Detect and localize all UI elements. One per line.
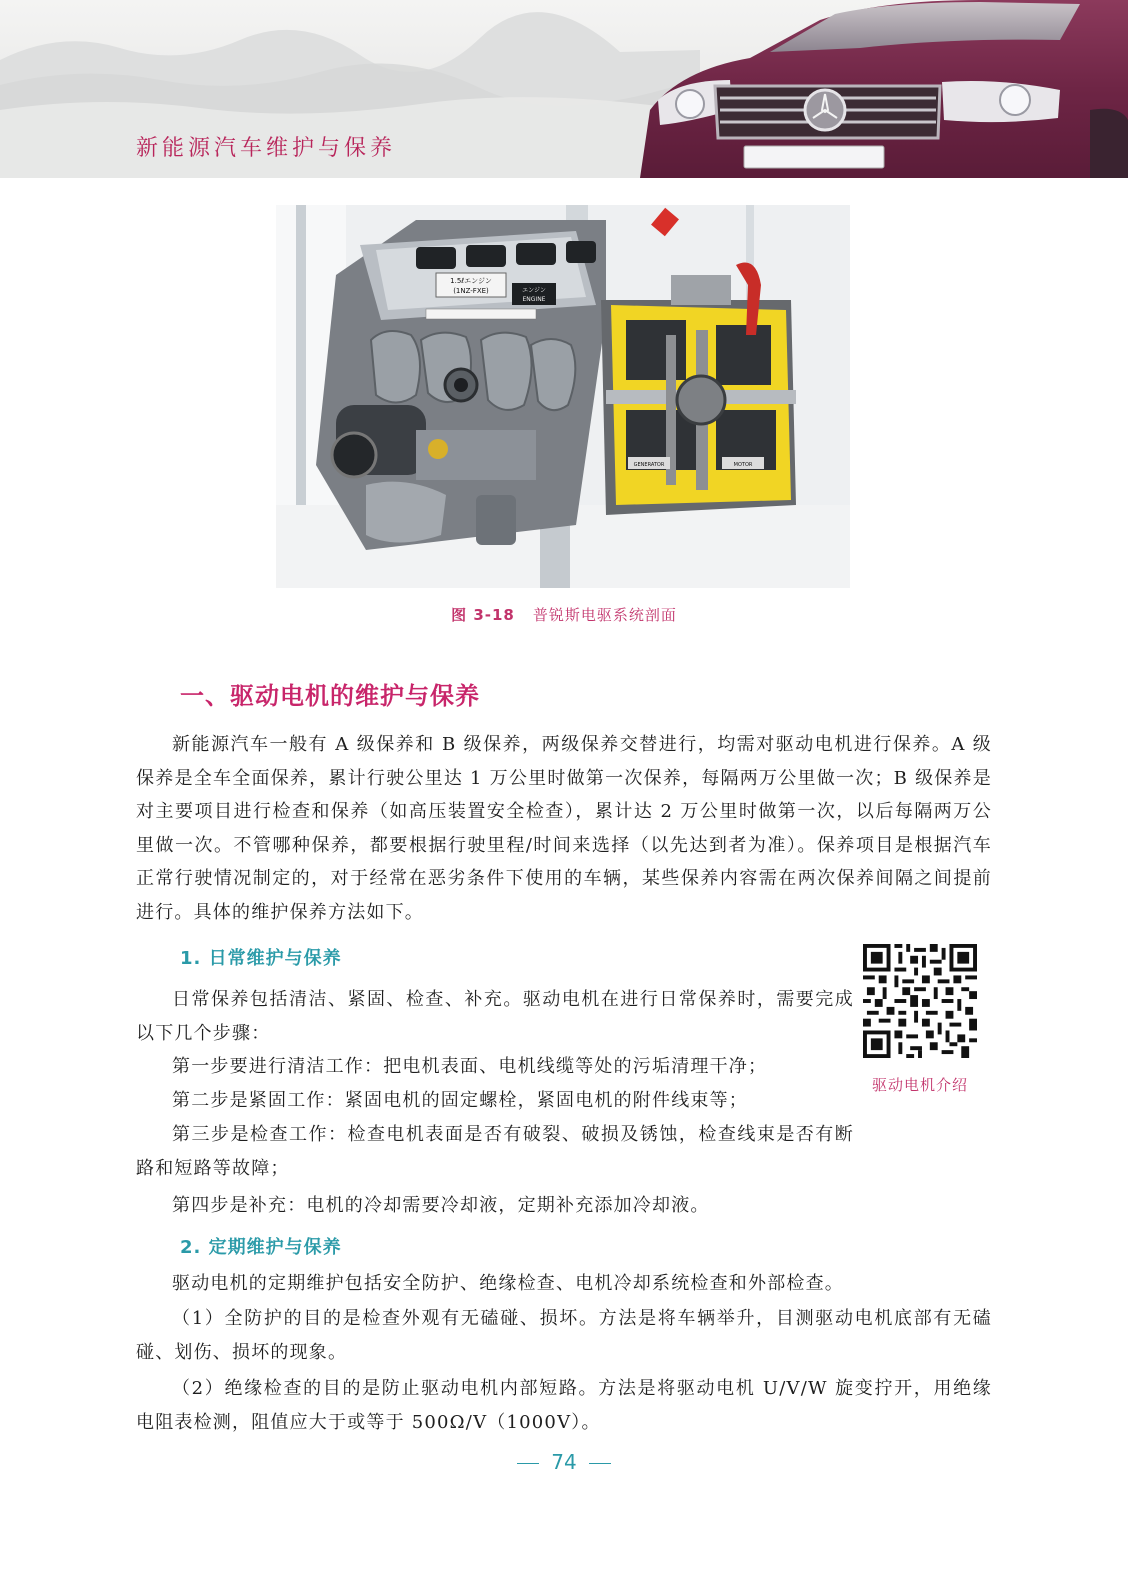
page-number — [0, 1450, 1128, 1474]
periodic-item-2: （2）绝缘检查的目的是防止驱动电机内部短路。方法是将驱动电机 U/V/W 旋变拧开，用绝缘电阻表检测，阻值应大于或等于 500Ω/V（1000V）。 — [136, 1378, 992, 1433]
page-number-dash-right — [589, 1463, 611, 1464]
page-number-value: 74 — [551, 1450, 577, 1474]
qr-code[interactable] — [863, 944, 977, 1058]
page-number-dash-left — [517, 1463, 539, 1464]
figure-caption — [0, 604, 1128, 625]
qr-label: 驱动电机介绍 — [871, 1076, 968, 1094]
motor-tag: MOTOR — [733, 462, 753, 468]
figure-caption-text: 普锐斯电驱系统剖面 — [532, 606, 677, 624]
daily-step-4: 第四步是补充：电机的冷却需要冷却液，定期补充添加冷却液。 — [172, 1195, 710, 1216]
subsection-heading-daily: 1. 日常维护与保养 — [180, 948, 342, 969]
header-title: 新能源汽车维护与保养 — [136, 136, 397, 161]
page-header — [0, 0, 1128, 178]
daily-step-1: 第一步要进行清洁工作：把电机表面、电机线缆等处的污垢清理干净； — [172, 1056, 768, 1077]
engine-label-line1: 1.5ℓエンジン — [450, 277, 492, 285]
periodic-paragraph: 驱动电机的定期维护包括安全防护、绝缘检查、电机冷却系统检查和外部检查。 — [172, 1273, 844, 1294]
section-heading: 一、驱动电机的维护与保养 — [180, 682, 480, 710]
engine-cutaway-photo — [276, 205, 850, 588]
car-photo — [620, 0, 1128, 178]
daily-step-2: 第二步是紧固工作：紧固电机的固定螺栓，紧固电机的附件线束等； — [172, 1090, 748, 1111]
engine-tag-line2: ENGINE — [522, 296, 546, 303]
daily-step-3: 第三步是检查工作：检查电机表面是否有破裂、破损及锈蚀，检查线束是否有断路和短路等故障； — [136, 1124, 854, 1179]
intro-paragraph: 新能源汽车一般有 A 级保养和 B 级保养，两级保养交替进行，均需对驱动电机进行保养。A 级保养是全车全面保养，累计行驶公里达 1 万公里时做第一次保养，每隔两万公里做一次；B 级保养是对主要项目进行检查和保养（如高压装置安全检查），累计达 2 万公里时做第一次，以后每隔两万公里做一次。不管哪种保养，都要根据行驶里程/时间来选择（以先达到者为准）。保养项目是根据汽车正常行驶情况制定的，对于经常在恶劣条件下使用的车辆，某些保养内容需在两次保养间隔之间提前进行。具体的维护保养方法如下。 — [136, 734, 992, 923]
engine-label-line2: (1NZ-FXE) — [453, 287, 489, 295]
generator-tag: GENERATOR — [633, 462, 665, 468]
engine-tag-line1: エンジン — [522, 287, 546, 294]
figure-number: 图 3-18 — [451, 606, 515, 624]
subsection-heading-periodic: 2. 定期维护与保养 — [180, 1237, 342, 1258]
daily-paragraph: 日常保养包括清洁、紧固、检查、补充。驱动电机在进行日常保养时，需要完成以下几个步骤： — [136, 989, 854, 1044]
periodic-item-1: （1）全防护的目的是检查外观有无磕碰、损坏。方法是将车辆举升，目测驱动电机底部有无磕碰、划伤、损坏的现象。 — [136, 1308, 992, 1363]
